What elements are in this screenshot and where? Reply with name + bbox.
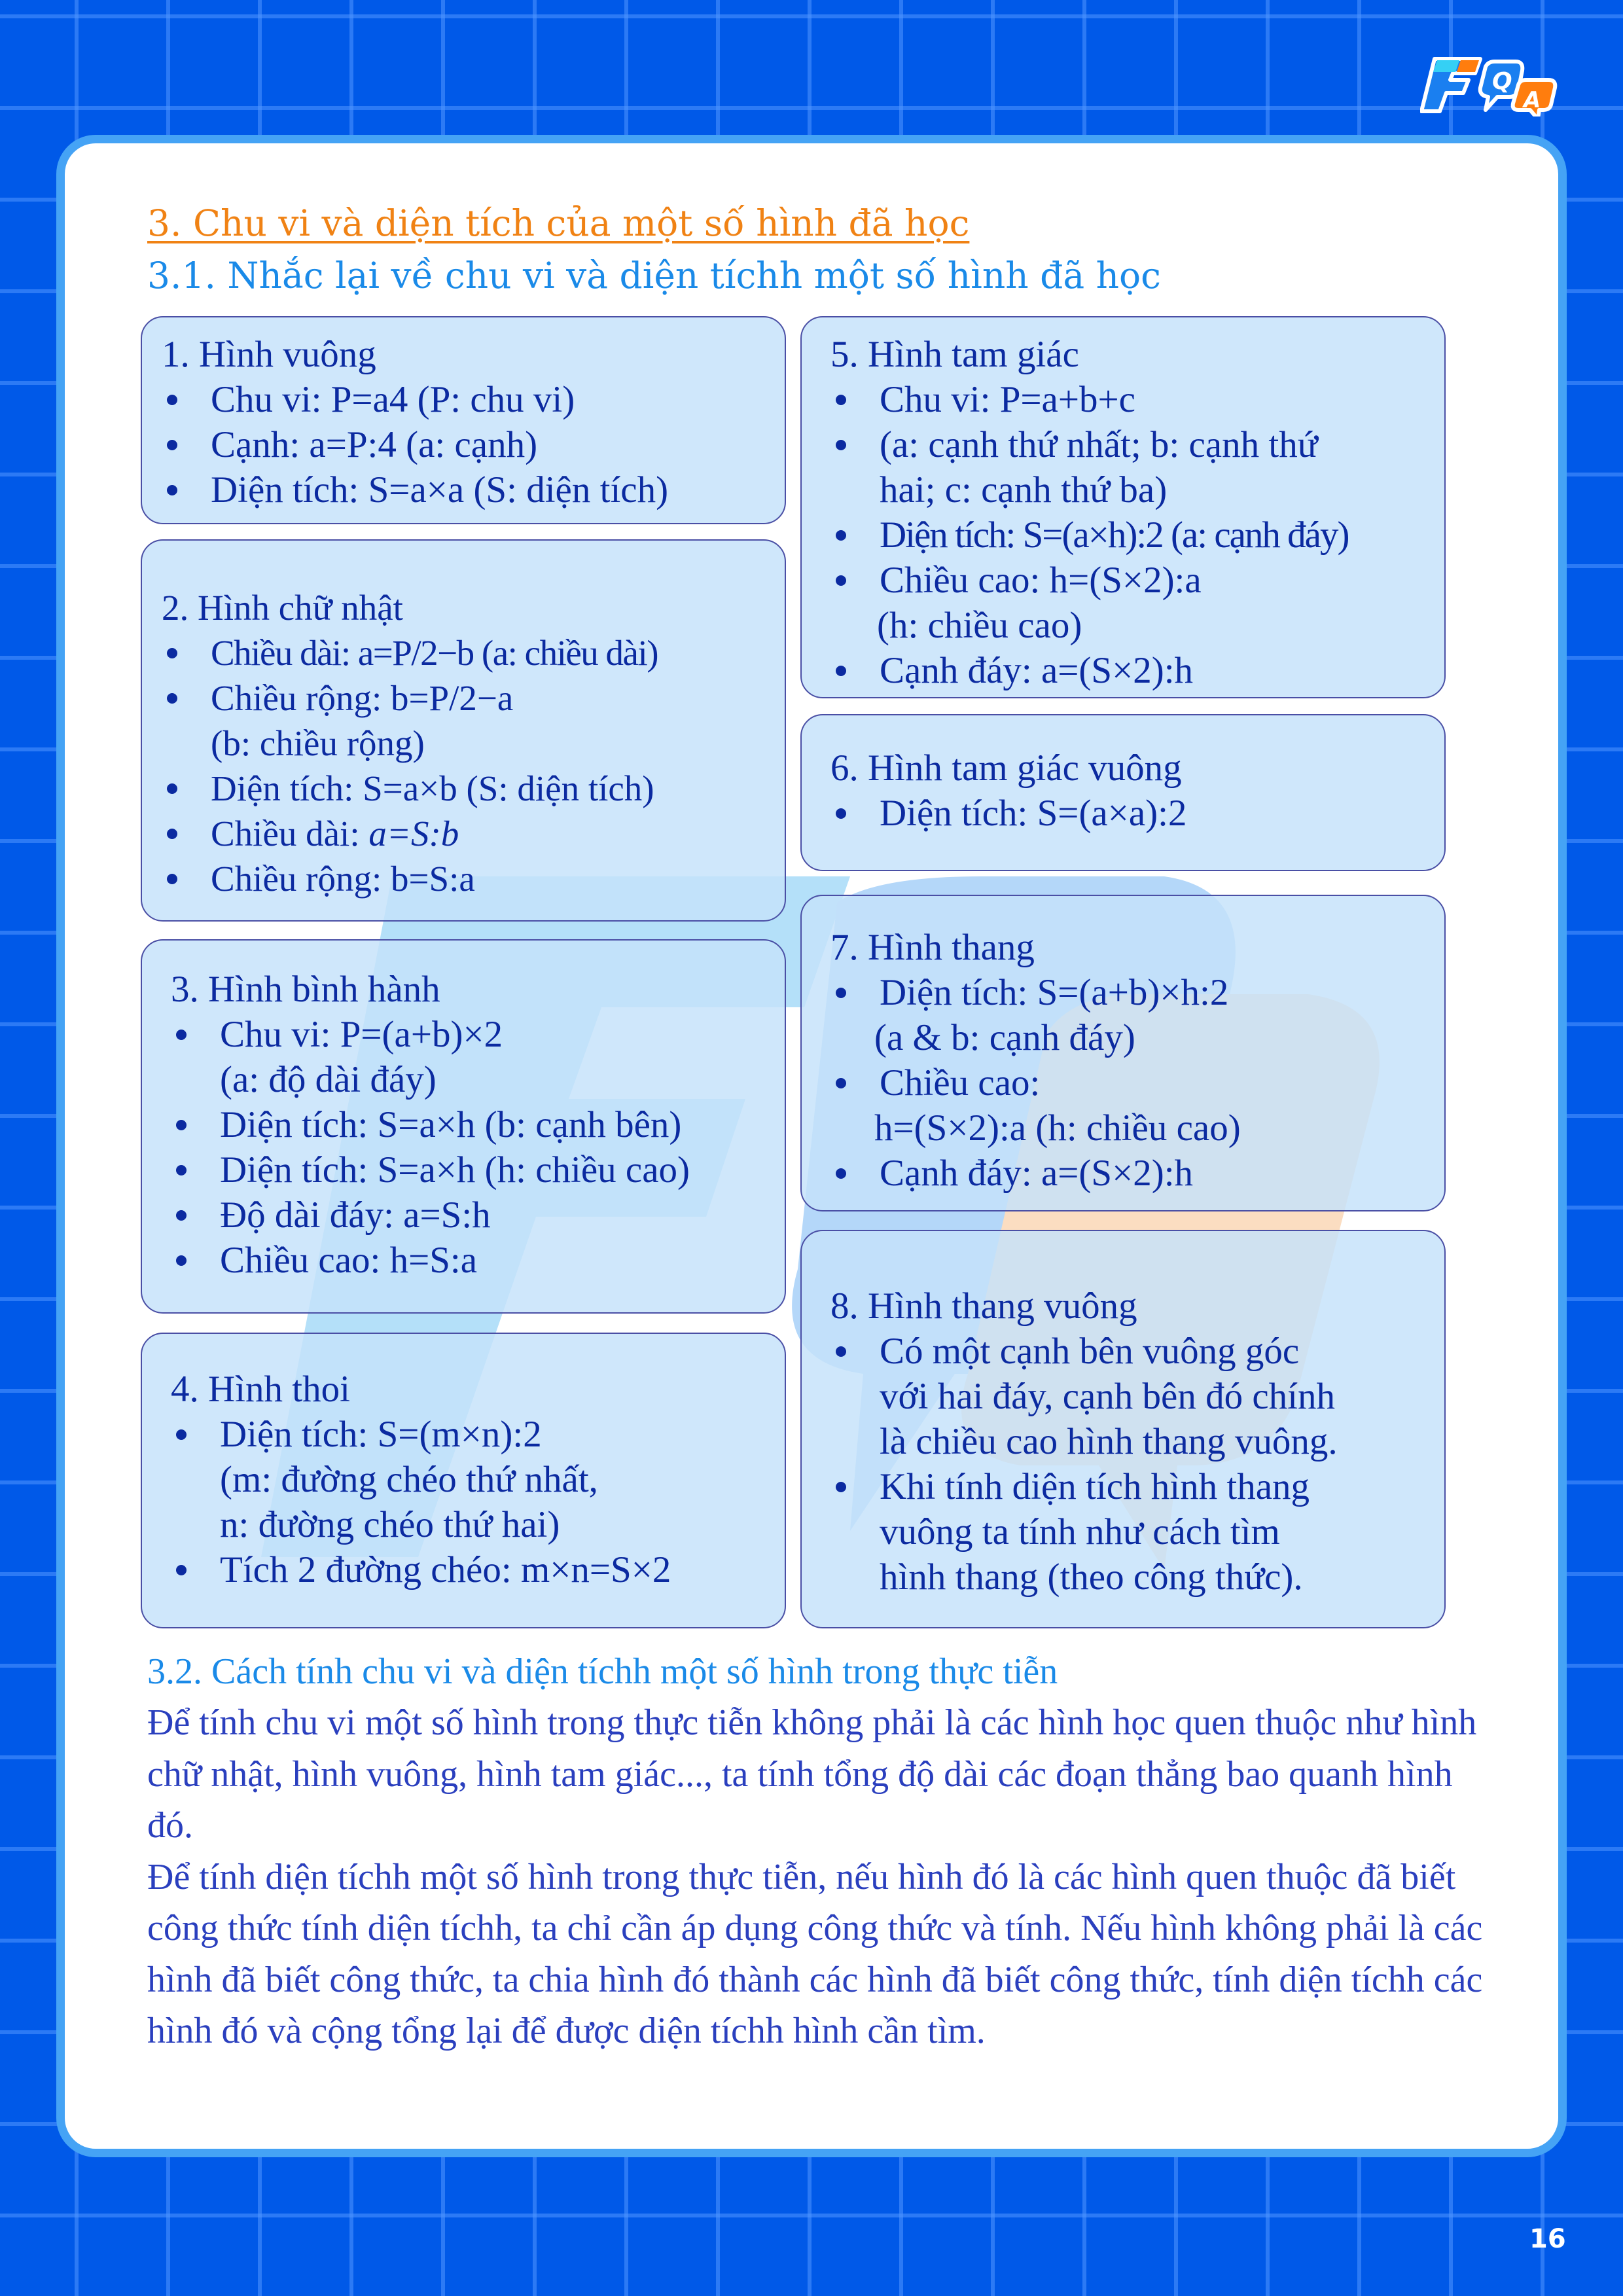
formula-item: Chiều cao: h=(S×2):a (h: chiều cao) <box>830 1060 1444 1151</box>
shape-title: 1. Hình vuông <box>162 334 376 375</box>
formula-item: Khi tính diện tích hình thang vuông ta tính như cách tìm hình thang (theo công thức). <box>830 1464 1444 1600</box>
formula-item: (a: cạnh thứ nhất; b: cạnh thứ hai; c: cạnh thứ ba) <box>830 422 1444 512</box>
formula-item: Cạnh đáy: a=(S×2):h <box>830 1151 1444 1196</box>
content-card <box>56 135 1567 2157</box>
shape-box-right-triangle <box>800 714 1446 871</box>
formula-item: Chiều dài: a=P/2−b (a: chiều dài) <box>162 630 785 675</box>
formula-item: Chiều cao: h=(S×2):a (h: chiều cao) <box>830 558 1444 648</box>
subsection-title-3-1: 3.1. Nhắc lại về chu vi và diện tíchh một số hình đã học <box>147 255 1161 296</box>
formula-item: Chu vi: P=a4 (P: chu vi) <box>162 377 785 422</box>
formula-item: Diện tích: S=(a×a):2 <box>830 791 1444 836</box>
formula-item: Độ dài đáy: a=S:h <box>171 1193 785 1238</box>
shape-box-right-trapezoid <box>800 1230 1446 1628</box>
formula-item: Có một cạnh bên vuông góc với hai đáy, cạnh bên đó chính là chiều cao hình thang vuông. <box>830 1329 1444 1464</box>
page-number: 16 <box>1529 2224 1566 2254</box>
svg-text:A: A <box>1524 87 1541 113</box>
section-3-2 <box>147 1646 1495 2057</box>
fqa-logo <box>1420 45 1564 117</box>
section-title: 3. Chu vi và diện tích của một số hình đã học <box>147 202 970 244</box>
formula-item: Diện tích: S=(m×n):2 (m: đường chéo thứ nhất, n: đường chéo thứ hai) <box>171 1412 785 1547</box>
shape-box-parallelogram <box>141 939 786 1314</box>
formula-item: Chiều rộng: b=P/2−a (b: chiều rộng) <box>162 675 785 766</box>
formula-item: Chiều dài: a=S:b <box>162 811 785 856</box>
shape-title: 4. Hình thoi <box>171 1369 350 1410</box>
formula-item: Chu vi: P=(a+b)×2 (a: độ dài đáy) <box>171 1012 785 1102</box>
shape-title: 2. Hình chữ nhật <box>162 588 403 628</box>
paragraph-area: Để tính diện tíchh một số hình trong thực tiễn, nếu hình đó là các hình quen thuộc đã biết công thức tính diện tíchh, ta chỉ cần áp dụng công thức và tính. Nếu hình không phải là các hình đã biết công thức, ta chia hình đó thành các hình đã biết công thức, tính diện tíchh các hình đó và cộng tổng lại để được diện tíchh hình cần tìm. <box>147 1856 1483 2051</box>
formula-item: Cạnh đáy: a=(S×2):h <box>830 648 1444 693</box>
formula-item: Diện tích: S=a×h (h: chiều cao) <box>171 1147 785 1193</box>
formula-item: Chiều rộng: b=S:a <box>162 856 785 901</box>
shape-box-trapezoid <box>800 895 1446 1211</box>
formula-item: Diện tích: S=(a+b)×h:2 (a & b: cạnh đáy) <box>830 970 1444 1060</box>
formula-item: Chiều cao: h=S:a <box>171 1238 785 1283</box>
shape-box-rectangle <box>141 539 786 922</box>
shape-box-triangle <box>800 316 1446 698</box>
shape-title: 7. Hình thang <box>830 927 1035 968</box>
formula-item: Diện tích: S=a×a (S: diện tích) <box>162 467 785 512</box>
formula-item: Cạnh: a=P:4 (a: cạnh) <box>162 422 785 467</box>
shape-title: 3. Hình bình hành <box>171 969 440 1010</box>
paragraph-perimeter: Để tính chu vi một số hình trong thực tiễn không phải là các hình học quen thuộc như hình chữ nhật, hình vuông, hình tam giác..., ta tính tổng độ dài các đoạn thẳng bao quanh hình đó. <box>147 1702 1477 1846</box>
formula-item: Diện tích: S=a×h (b: cạnh bên) <box>171 1102 785 1147</box>
formula-item: Tích 2 đường chéo: m×n=S×2 <box>171 1547 785 1592</box>
subsection-title-3-2: 3.2. Cách tính chu vi và diện tíchh một số hình trong thực tiễn <box>147 1651 1058 1692</box>
formula-item: Chu vi: P=a+b+c <box>830 377 1444 422</box>
fqa-logo-icon <box>1420 45 1564 117</box>
shape-title: 5. Hình tam giác <box>830 334 1079 375</box>
svg-text:Q: Q <box>1492 68 1512 95</box>
formula-item: Diện tích: S=(a×h):2 (a: cạnh đáy) <box>830 512 1444 558</box>
formula-item: Diện tích: S=a×b (S: diện tích) <box>162 766 785 811</box>
shape-box-rhombus <box>141 1333 786 1628</box>
shape-title: 8. Hình thang vuông <box>830 1285 1137 1327</box>
shape-title: 6. Hình tam giác vuông <box>830 747 1182 789</box>
shape-box-square <box>141 316 786 524</box>
